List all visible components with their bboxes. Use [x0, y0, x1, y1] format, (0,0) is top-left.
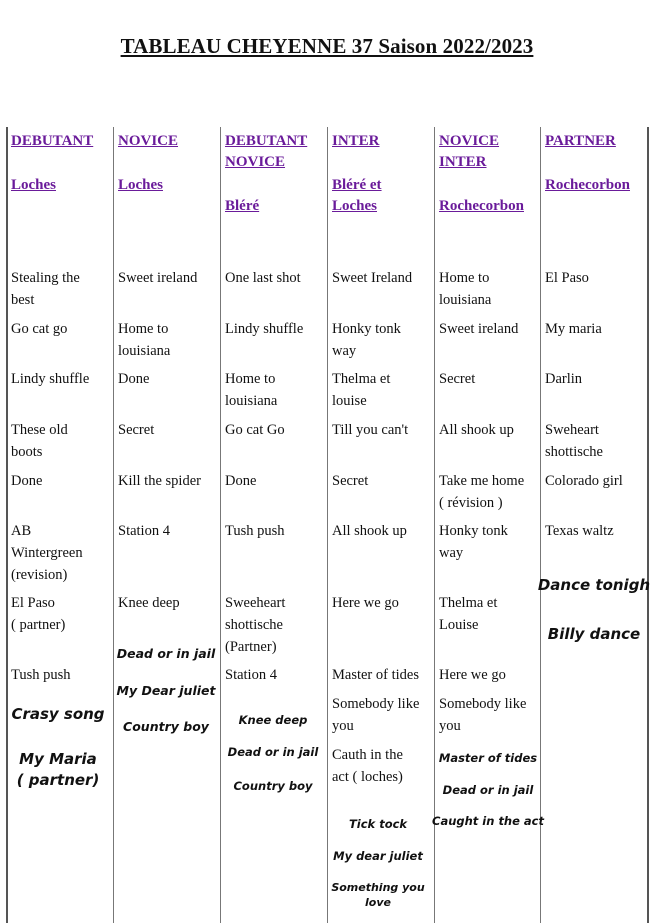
- column-header-place: Bléré et Loches: [332, 177, 382, 214]
- handwritten-dance: Dance tonigh: [537, 576, 651, 594]
- column-divider: [647, 127, 649, 923]
- column-divider: [6, 127, 8, 923]
- dance-cell: Station 4: [225, 667, 277, 683]
- dance-cell: El Paso ( partner): [11, 595, 66, 633]
- dance-cell: Home to louisiana: [118, 321, 171, 359]
- handwritten-dance: Caught in the act: [432, 814, 545, 828]
- dance-cell: Thelma et Louise: [439, 595, 498, 633]
- column-divider: [327, 127, 328, 923]
- column-header-level: DEBUTANT NOVICE: [225, 133, 308, 170]
- handwritten-dance: My Dear juliet: [116, 683, 216, 698]
- dance-cell: Take me home ( révision ): [439, 473, 525, 511]
- column-divider: [540, 127, 541, 923]
- dance-cell: Here we go: [439, 667, 506, 683]
- handwritten-dance: Knee deep: [238, 713, 308, 727]
- dance-cell: Colorado girl: [545, 473, 623, 489]
- dance-cell: Go cat go: [11, 321, 68, 337]
- column-divider: [113, 127, 114, 923]
- handwritten-dance: Country boy: [123, 719, 209, 734]
- dance-cell: Cauth in the act ( loches): [332, 747, 403, 785]
- dance-cell: Honky tonk way: [439, 523, 508, 561]
- dance-cell: Secret: [118, 422, 155, 438]
- handwritten-dance: Billy dance: [547, 625, 641, 643]
- dance-cell: My maria: [545, 321, 602, 337]
- handwritten-dance: Dead or in jail: [116, 646, 216, 661]
- dance-cell: Somebody like you: [332, 696, 420, 734]
- column-header-place: Bléré: [225, 198, 260, 214]
- column-header-place: Loches: [11, 177, 56, 193]
- dance-cell: Honky tonk way: [332, 321, 401, 359]
- dance-cell: Home to louisiana: [225, 371, 278, 409]
- dance-cell: Go cat Go: [225, 422, 285, 438]
- dance-cell: Texas waltz: [545, 523, 614, 539]
- dance-cell: Secret: [439, 371, 476, 387]
- dance-cell: Darlin: [545, 371, 583, 387]
- dance-cell: Tush push: [225, 523, 285, 539]
- schedule-table: [0, 127, 654, 923]
- handwritten-dance: Dead or in jail: [442, 783, 534, 797]
- dance-cell: Home to louisiana: [439, 270, 492, 308]
- dance-cell: Station 4: [118, 523, 170, 539]
- dance-cell: Knee deep: [118, 595, 180, 611]
- page-title: TABLEAU CHEYENNE 37 Saison 2022/2023: [120, 34, 534, 58]
- handwritten-dance: Master of tides: [438, 751, 538, 765]
- handwritten-dance: Crasy song: [11, 705, 105, 723]
- handwritten-dance: Dead or in jail: [227, 745, 319, 759]
- dance-cell: Done: [225, 473, 257, 489]
- dance-cell: Sweet Ireland: [332, 270, 413, 286]
- column-header-place: Rochecorbon: [439, 198, 524, 214]
- dance-cell: All shook up: [439, 422, 514, 438]
- handwritten-dance: Something you love: [331, 881, 425, 910]
- dance-cell: One last shot: [225, 270, 301, 286]
- dance-cell: Sweet ireland: [118, 270, 198, 286]
- dance-cell: Done: [118, 371, 150, 387]
- handwritten-dance: My dear juliet: [333, 849, 423, 863]
- dance-cell: Somebody like you: [439, 696, 527, 734]
- column-header-level: PARTNER: [545, 133, 616, 149]
- dance-cell: Sweeheart shottische (Partner): [225, 595, 286, 655]
- column-header-level: DEBUTANT: [11, 133, 94, 149]
- column-header-level: NOVICE INTER: [439, 133, 500, 170]
- handwritten-dance: My Maria ( partner): [16, 750, 100, 789]
- dance-cell: Sweet ireland: [439, 321, 519, 337]
- column-header-place: Loches: [118, 177, 163, 193]
- dance-cell: Here we go: [332, 595, 399, 611]
- dance-cell: AB Wintergreen (revision): [11, 523, 83, 583]
- column-header-level: NOVICE: [118, 133, 179, 149]
- dance-cell: El Paso: [545, 270, 589, 286]
- column-divider: [434, 127, 435, 923]
- handwritten-dance: Country boy: [233, 779, 313, 793]
- dance-cell: All shook up: [332, 523, 407, 539]
- dance-cell: Thelma et louise: [332, 371, 391, 409]
- dance-cell: These old boots: [11, 422, 68, 460]
- dance-cell: Till you can't: [332, 422, 409, 438]
- dance-cell: Master of tides: [332, 667, 419, 683]
- dance-cell: Lindy shuffle: [225, 321, 304, 337]
- dance-cell: Kill the spider: [118, 473, 201, 489]
- column-header-place: Rochecorbon: [545, 177, 630, 193]
- dance-cell: Tush push: [11, 667, 71, 683]
- dance-cell: Lindy shuffle: [11, 371, 90, 387]
- dance-cell: Stealing the best: [11, 270, 80, 308]
- handwritten-dance: Tick tock: [348, 817, 408, 831]
- dance-cell: Sweheart shottische: [545, 422, 603, 460]
- dance-cell: Secret: [332, 473, 369, 489]
- column-header-level: INTER: [332, 133, 380, 149]
- dance-cell: Done: [11, 473, 43, 489]
- column-divider: [220, 127, 221, 923]
